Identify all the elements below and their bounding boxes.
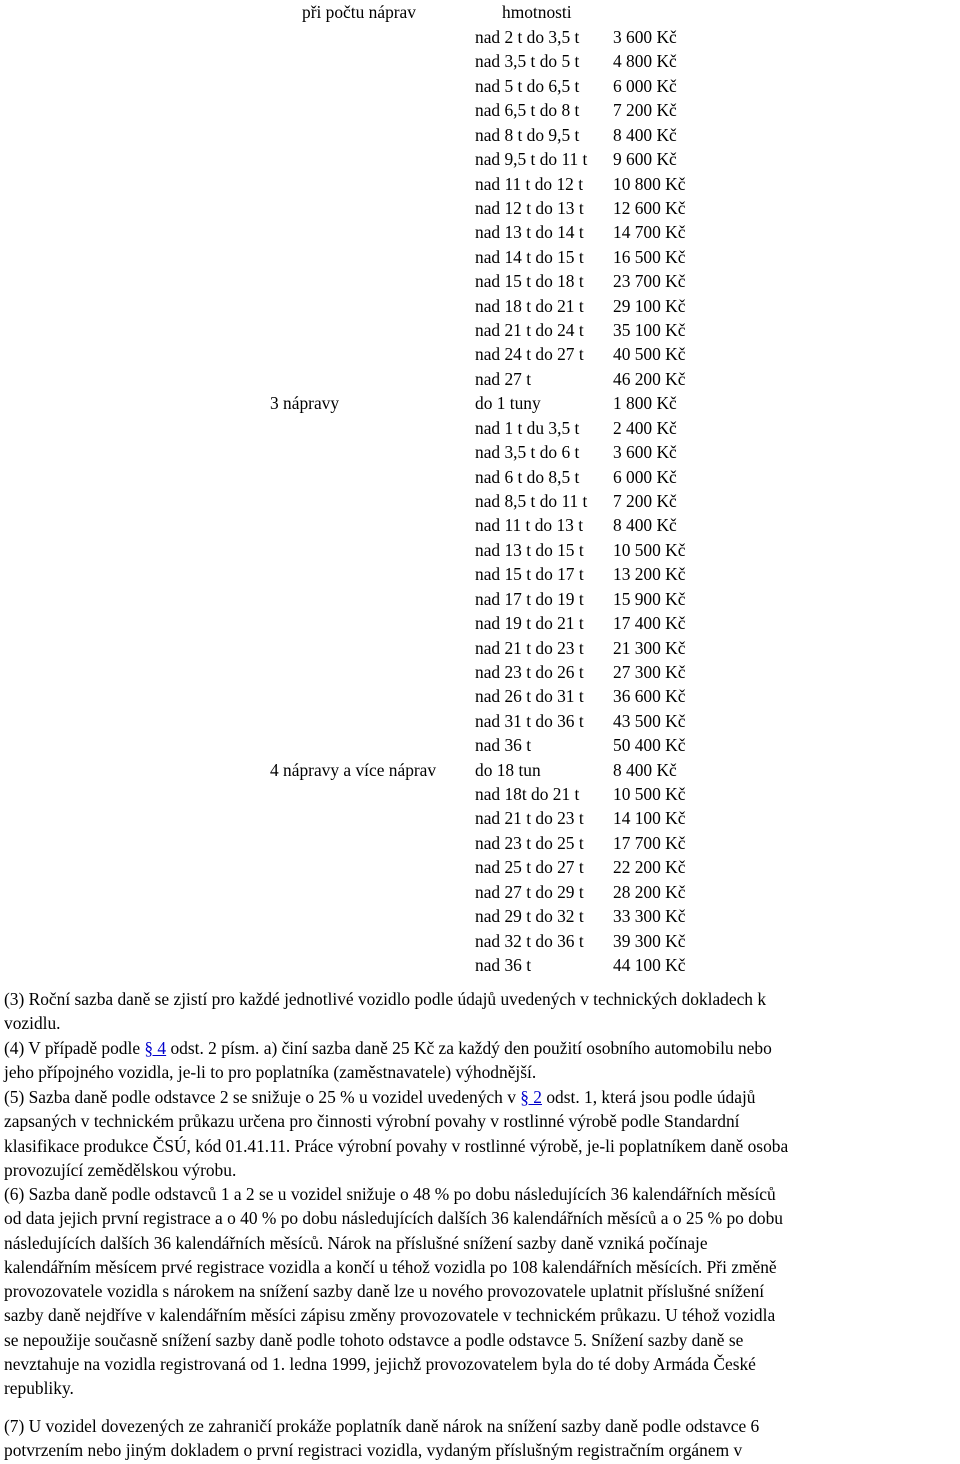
paragraph-6-line: od data jejich první registrace a o 40 % po dobu následujících dalších 36 kalendářních měsíců a o 25 % po dobu — [4, 1208, 783, 1229]
paragraph-4 — [4, 1036, 959, 1085]
paragraph-5-text: odst. 1, která jsou podle údajů — [542, 1087, 756, 1107]
paragraph-5 — [4, 1085, 959, 1182]
paragraph-5-text: (5) Sazba daně podle odstavce 2 se snižuje o 25 % u vozidel uvedených v — [4, 1087, 521, 1107]
weight-range-cell: nad 12 t do 13 t — [475, 198, 584, 218]
weight-range-cell: nad 13 t do 14 t — [475, 222, 584, 242]
tax-rate-cell: 15 900 Kč — [613, 589, 686, 609]
weight-range-cell: nad 3,5 t do 6 t — [475, 442, 580, 462]
tax-rate-cell: 33 300 Kč — [613, 906, 686, 926]
weight-range-cell: nad 8,5 t do 11 t — [475, 491, 588, 511]
tax-rate-cell: 13 200 Kč — [613, 564, 686, 584]
tax-rate-cell: 23 700 Kč — [613, 271, 686, 291]
tax-rate-cell: 3 600 Kč — [613, 442, 677, 462]
paragraph-7 — [4, 1414, 959, 1463]
paragraph-5-line — [4, 1085, 959, 1109]
paragraph-6-line: provozovatele vozidla s nárokem na snížení sazby daně lze u nového provozovatele uplatnit příslušné snížení — [4, 1281, 765, 1302]
paragraph-4-text: (4) V případě podle — [4, 1038, 145, 1058]
tax-rate-cell: 22 200 Kč — [613, 857, 686, 877]
weight-range-cell: do 1 tuny — [475, 393, 541, 413]
weight-range-cell: nad 14 t do 15 t — [475, 247, 584, 267]
weight-range-cell: nad 36 t — [475, 955, 532, 975]
weight-range-cell: nad 11 t do 12 t — [475, 174, 584, 194]
paragraph-3 — [4, 987, 959, 1036]
tax-rate-cell: 6 000 Kč — [613, 467, 677, 487]
tax-rate-cell: 4 800 Kč — [613, 51, 677, 71]
tax-rate-cell: 10 500 Kč — [613, 540, 686, 560]
tax-rate-cell: 7 200 Kč — [613, 491, 677, 511]
weight-range-cell: nad 13 t do 15 t — [475, 540, 584, 560]
tax-rate-cell: 43 500 Kč — [613, 711, 686, 731]
tax-rate-cell: 16 500 Kč — [613, 247, 686, 267]
tax-rate-cell: 1 800 Kč — [613, 393, 677, 413]
tax-rate-cell: 8 400 Kč — [613, 515, 677, 535]
tax-rate-cell: 44 100 Kč — [613, 955, 686, 975]
weight-range-cell: nad 29 t do 32 t — [475, 906, 584, 926]
paragraph-4-line: jeho přípojného vozidla, je-li to pro poplatníka (zaměstnavatele) výhodnější. — [4, 1062, 537, 1083]
weight-range-cell: nad 18 t do 21 t — [475, 296, 584, 316]
weight-range-cell: nad 18t do 21 t — [475, 784, 580, 804]
section-2-link[interactable]: § 2 — [520, 1087, 542, 1107]
paragraph-6-line: republiky. — [4, 1378, 74, 1399]
weight-range-cell: nad 8 t do 9,5 t — [475, 125, 580, 145]
tax-rate-cell: 14 100 Kč — [613, 808, 686, 828]
tax-rate-cell: 17 700 Kč — [613, 833, 686, 853]
tax-rate-cell: 35 100 Kč — [613, 320, 686, 340]
paragraph-4-line — [4, 1036, 959, 1060]
tax-rate-cell: 28 200 Kč — [613, 882, 686, 902]
weight-range-cell: nad 11 t do 13 t — [475, 515, 584, 535]
paragraph-7-line: (7) U vozidel dovezených ze zahraničí prokáže poplatník daně nárok na snížení sazby daně podle odstavce 6 — [4, 1416, 760, 1436]
tax-rate-cell: 21 300 Kč — [613, 638, 686, 658]
weight-range-cell: nad 25 t do 27 t — [475, 857, 584, 877]
tax-rate-cell: 46 200 Kč — [613, 369, 686, 389]
weight-range-cell: nad 32 t do 36 t — [475, 931, 584, 951]
paragraph-5-line: klasifikace produkce ČSÚ, kód 01.41.11. Práce výrobní povahy v rostlinné výrobě, je-li poplatníkem daně osoba — [4, 1135, 789, 1156]
weight-range-cell: nad 15 t do 18 t — [475, 271, 584, 291]
tax-rate-cell: 36 600 Kč — [613, 686, 686, 706]
tax-rate-cell: 39 300 Kč — [613, 931, 686, 951]
paragraph-3-line: (3) Roční sazba daně se zjistí pro každé jednotlivé vozidlo podle údajů uvedených v technických dokladech k — [4, 989, 767, 1009]
tax-rate-cell: 50 400 Kč — [613, 735, 686, 755]
weight-range-cell: nad 5 t do 6,5 t — [475, 76, 580, 96]
tax-rate-cell: 8 400 Kč — [613, 760, 677, 780]
paragraph-5-line: zapsaných v technickém průkazu určena pro činnosti výrobní povahy v rostlinné výrobě podle Standardní — [4, 1111, 740, 1132]
paragraph-4-text: odst. 2 písm. a) činí sazba daně 25 Kč za každý den použití osobního automobilu nebo — [166, 1038, 772, 1058]
weight-range-cell: nad 17 t do 19 t — [475, 589, 584, 609]
paragraph-6-line: kalendářním měsícem prvé registrace vozidla a končí u téhož vozidla po 108 kalendářních měsících. Při změně — [4, 1256, 777, 1277]
weight-range-cell: nad 21 t do 23 t — [475, 808, 584, 828]
tax-rate-cell: 9 600 Kč — [613, 149, 677, 169]
tax-rate-cell: 7 200 Kč — [613, 100, 677, 120]
weight-range-cell: nad 21 t do 24 t — [475, 320, 584, 340]
tax-rate-cell: 27 300 Kč — [613, 662, 686, 682]
weight-range-cell: nad 6 t do 8,5 t — [475, 467, 580, 487]
weight-range-cell: nad 9,5 t do 11 t — [475, 149, 588, 169]
tax-rate-cell: 14 700 Kč — [613, 222, 686, 242]
weight-range-cell: nad 21 t do 23 t — [475, 638, 584, 658]
paragraph-5-line: provozující zemědělskou výrobu. — [4, 1159, 237, 1180]
paragraph-6-line: se nepoužije současně snížení sazby daně podle tohoto odstavce a podle odstavce 5. Snížení sazby daně se — [4, 1329, 744, 1350]
weight-range-cell: nad 27 t — [475, 369, 532, 389]
weight-range-cell: nad 31 t do 36 t — [475, 711, 584, 731]
weight-range-cell: nad 19 t do 21 t — [475, 613, 584, 633]
weight-range-cell: nad 6,5 t do 8 t — [475, 100, 580, 120]
paragraph-6-line: sazby daně nejdříve v kalendářním měsíci zápisu změny provozovatele v technickém průkazu. U téhož vozidla — [4, 1305, 776, 1326]
axle-group-label: 4 nápravy a více náprav — [270, 760, 437, 780]
weight-range-cell: nad 2 t do 3,5 t — [475, 27, 580, 47]
tax-rate-cell: 2 400 Kč — [613, 418, 677, 438]
weight-range-cell: nad 36 t — [475, 735, 532, 755]
paragraph-7-line: potvrzením nebo jiným dokladem o první registraci vozidla, vydaným příslušným registračním orgánem v — [4, 1440, 743, 1461]
weight-range-cell: nad 26 t do 31 t — [475, 686, 584, 706]
weight-range-cell: nad 15 t do 17 t — [475, 564, 584, 584]
paragraph-6 — [4, 1182, 959, 1401]
paragraph-3-line: vozidlu. — [4, 1013, 61, 1034]
header-axle-count-label: při počtu náprav — [302, 2, 416, 22]
weight-range-cell: nad 23 t do 26 t — [475, 662, 584, 682]
tax-rate-cell: 8 400 Kč — [613, 125, 677, 145]
weight-range-cell: nad 23 t do 25 t — [475, 833, 584, 853]
tax-rate-cell: 10 800 Kč — [613, 174, 686, 194]
tax-rate-cell: 10 500 Kč — [613, 784, 686, 804]
tax-rate-cell: 40 500 Kč — [613, 344, 686, 364]
tax-rate-cell: 3 600 Kč — [613, 27, 677, 47]
weight-range-cell: nad 27 t do 29 t — [475, 882, 584, 902]
tax-rate-cell: 12 600 Kč — [613, 198, 686, 218]
tax-rate-cell: 6 000 Kč — [613, 76, 677, 96]
header-weight-label: hmotnosti — [502, 2, 572, 22]
weight-range-cell: nad 1 t du 3,5 t — [475, 418, 580, 438]
axle-group-label: 3 nápravy — [270, 393, 340, 413]
paragraph-6-line: následujících dalších 36 kalendářních měsíců. Nárok na příslušné snížení sazby daně vzniká počínaje — [4, 1232, 708, 1253]
paragraph-6-line: nevztahuje na vozidla registrovaná od 1. ledna 1999, jejichž provozovatelem byla do té doby Armáda České — [4, 1354, 756, 1375]
section-4-link[interactable]: § 4 — [144, 1038, 167, 1058]
tax-rate-cell: 29 100 Kč — [613, 296, 686, 316]
paragraph-6-line: (6) Sazba daně podle odstavců 1 a 2 se u vozidel snižuje o 48 % po dobu následujících 36 kalendářních měsíců — [4, 1184, 776, 1204]
weight-range-cell: nad 24 t do 27 t — [475, 344, 584, 364]
weight-range-cell: do 18 tun — [475, 760, 541, 780]
weight-range-cell: nad 3,5 t do 5 t — [475, 51, 580, 71]
tax-rate-cell: 17 400 Kč — [613, 613, 686, 633]
